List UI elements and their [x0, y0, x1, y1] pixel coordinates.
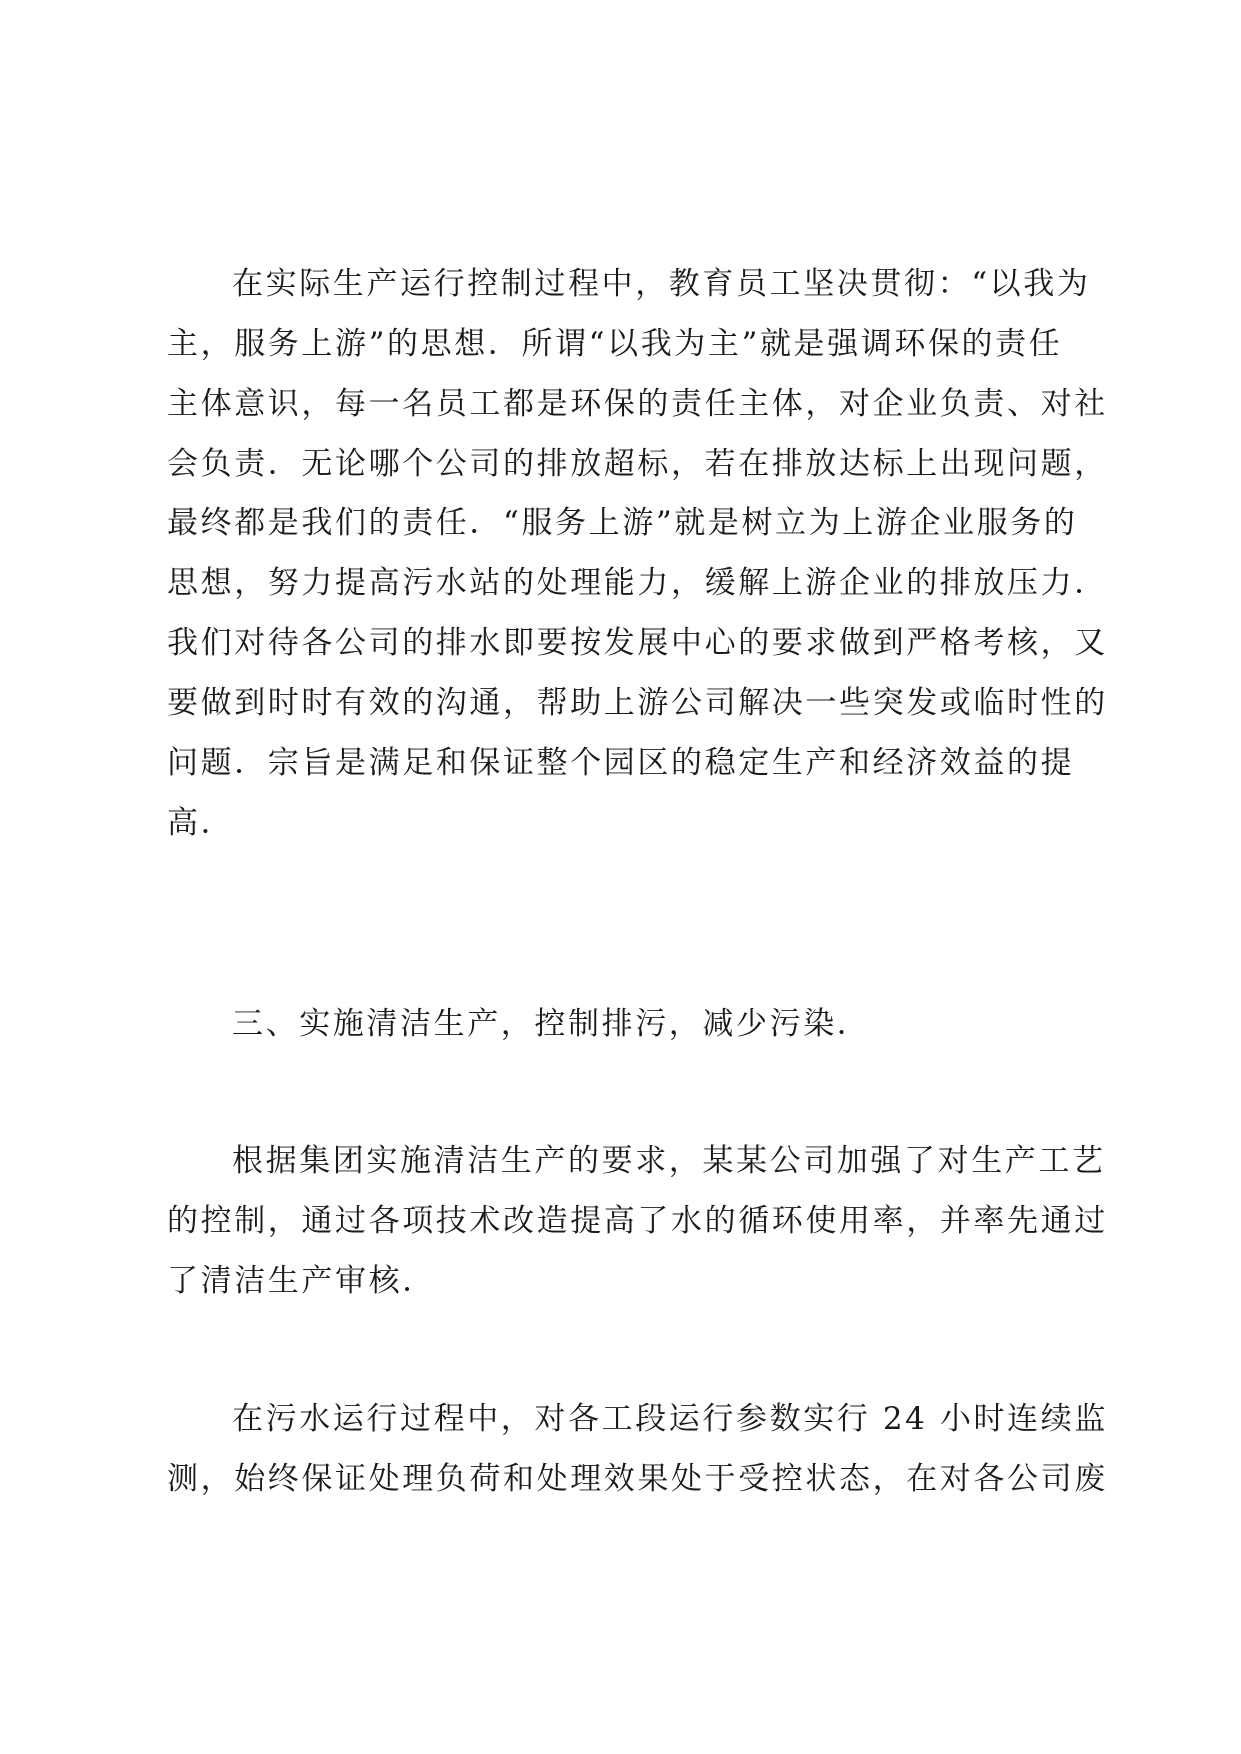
- paragraph-3-line-1: 在污水运行过程中，对各工段运行参数实行 24 小时连续监: [232, 1401, 1108, 1437]
- paragraph-1-line-2: 主，服务上游”的思想．所谓“以我为主”就是强调环保的责任: [167, 326, 1063, 362]
- paragraph-1-line-8: 要做到时时有效的沟通，帮助上游公司解决一些突发或临时性的: [167, 685, 1108, 721]
- paragraph-1-line-4: 会负责．无论哪个公司的排放超标，若在排放达标上出现问题，: [167, 446, 1108, 482]
- paragraph-1-line-3: 主体意识，每一名员工都是环保的责任主体，对企业负责、对社: [167, 386, 1108, 422]
- section-heading-3: 三、实施清洁生产，控制排污，减少污染．: [232, 1006, 871, 1042]
- paragraph-2-line-3: 了清洁生产审核．: [167, 1263, 436, 1299]
- paragraph-3-line-2: 测，始终保证处理负荷和处理效果处于受控状态，在对各公司废: [167, 1461, 1108, 1497]
- paragraph-2-line-1: 根据集团实施清洁生产的要求，某某公司加强了对生产工艺: [232, 1143, 1106, 1179]
- paragraph-2-line-2: 的控制，通过各项技术改造提高了水的循环使用率，并率先通过: [167, 1203, 1108, 1239]
- paragraph-1-line-6: 思想，努力提高污水站的处理能力，缓解上游企业的排放压力．: [167, 565, 1108, 601]
- paragraph-1-line-9: 问题．宗旨是满足和保证整个园区的稳定生产和经济效益的提: [167, 745, 1075, 781]
- paragraph-1-line-7: 我们对待各公司的排水即要按发展中心的要求做到严格考核，又: [167, 625, 1108, 661]
- paragraph-1-line-1: 在实际生产运行控制过程中，教育员工坚决贯彻：“以我为: [232, 266, 1091, 302]
- paragraph-1-line-5: 最终都是我们的责任．“服务上游”就是树立为上游企业服务的: [167, 505, 1078, 541]
- paragraph-1-line-10: 高．: [167, 805, 235, 841]
